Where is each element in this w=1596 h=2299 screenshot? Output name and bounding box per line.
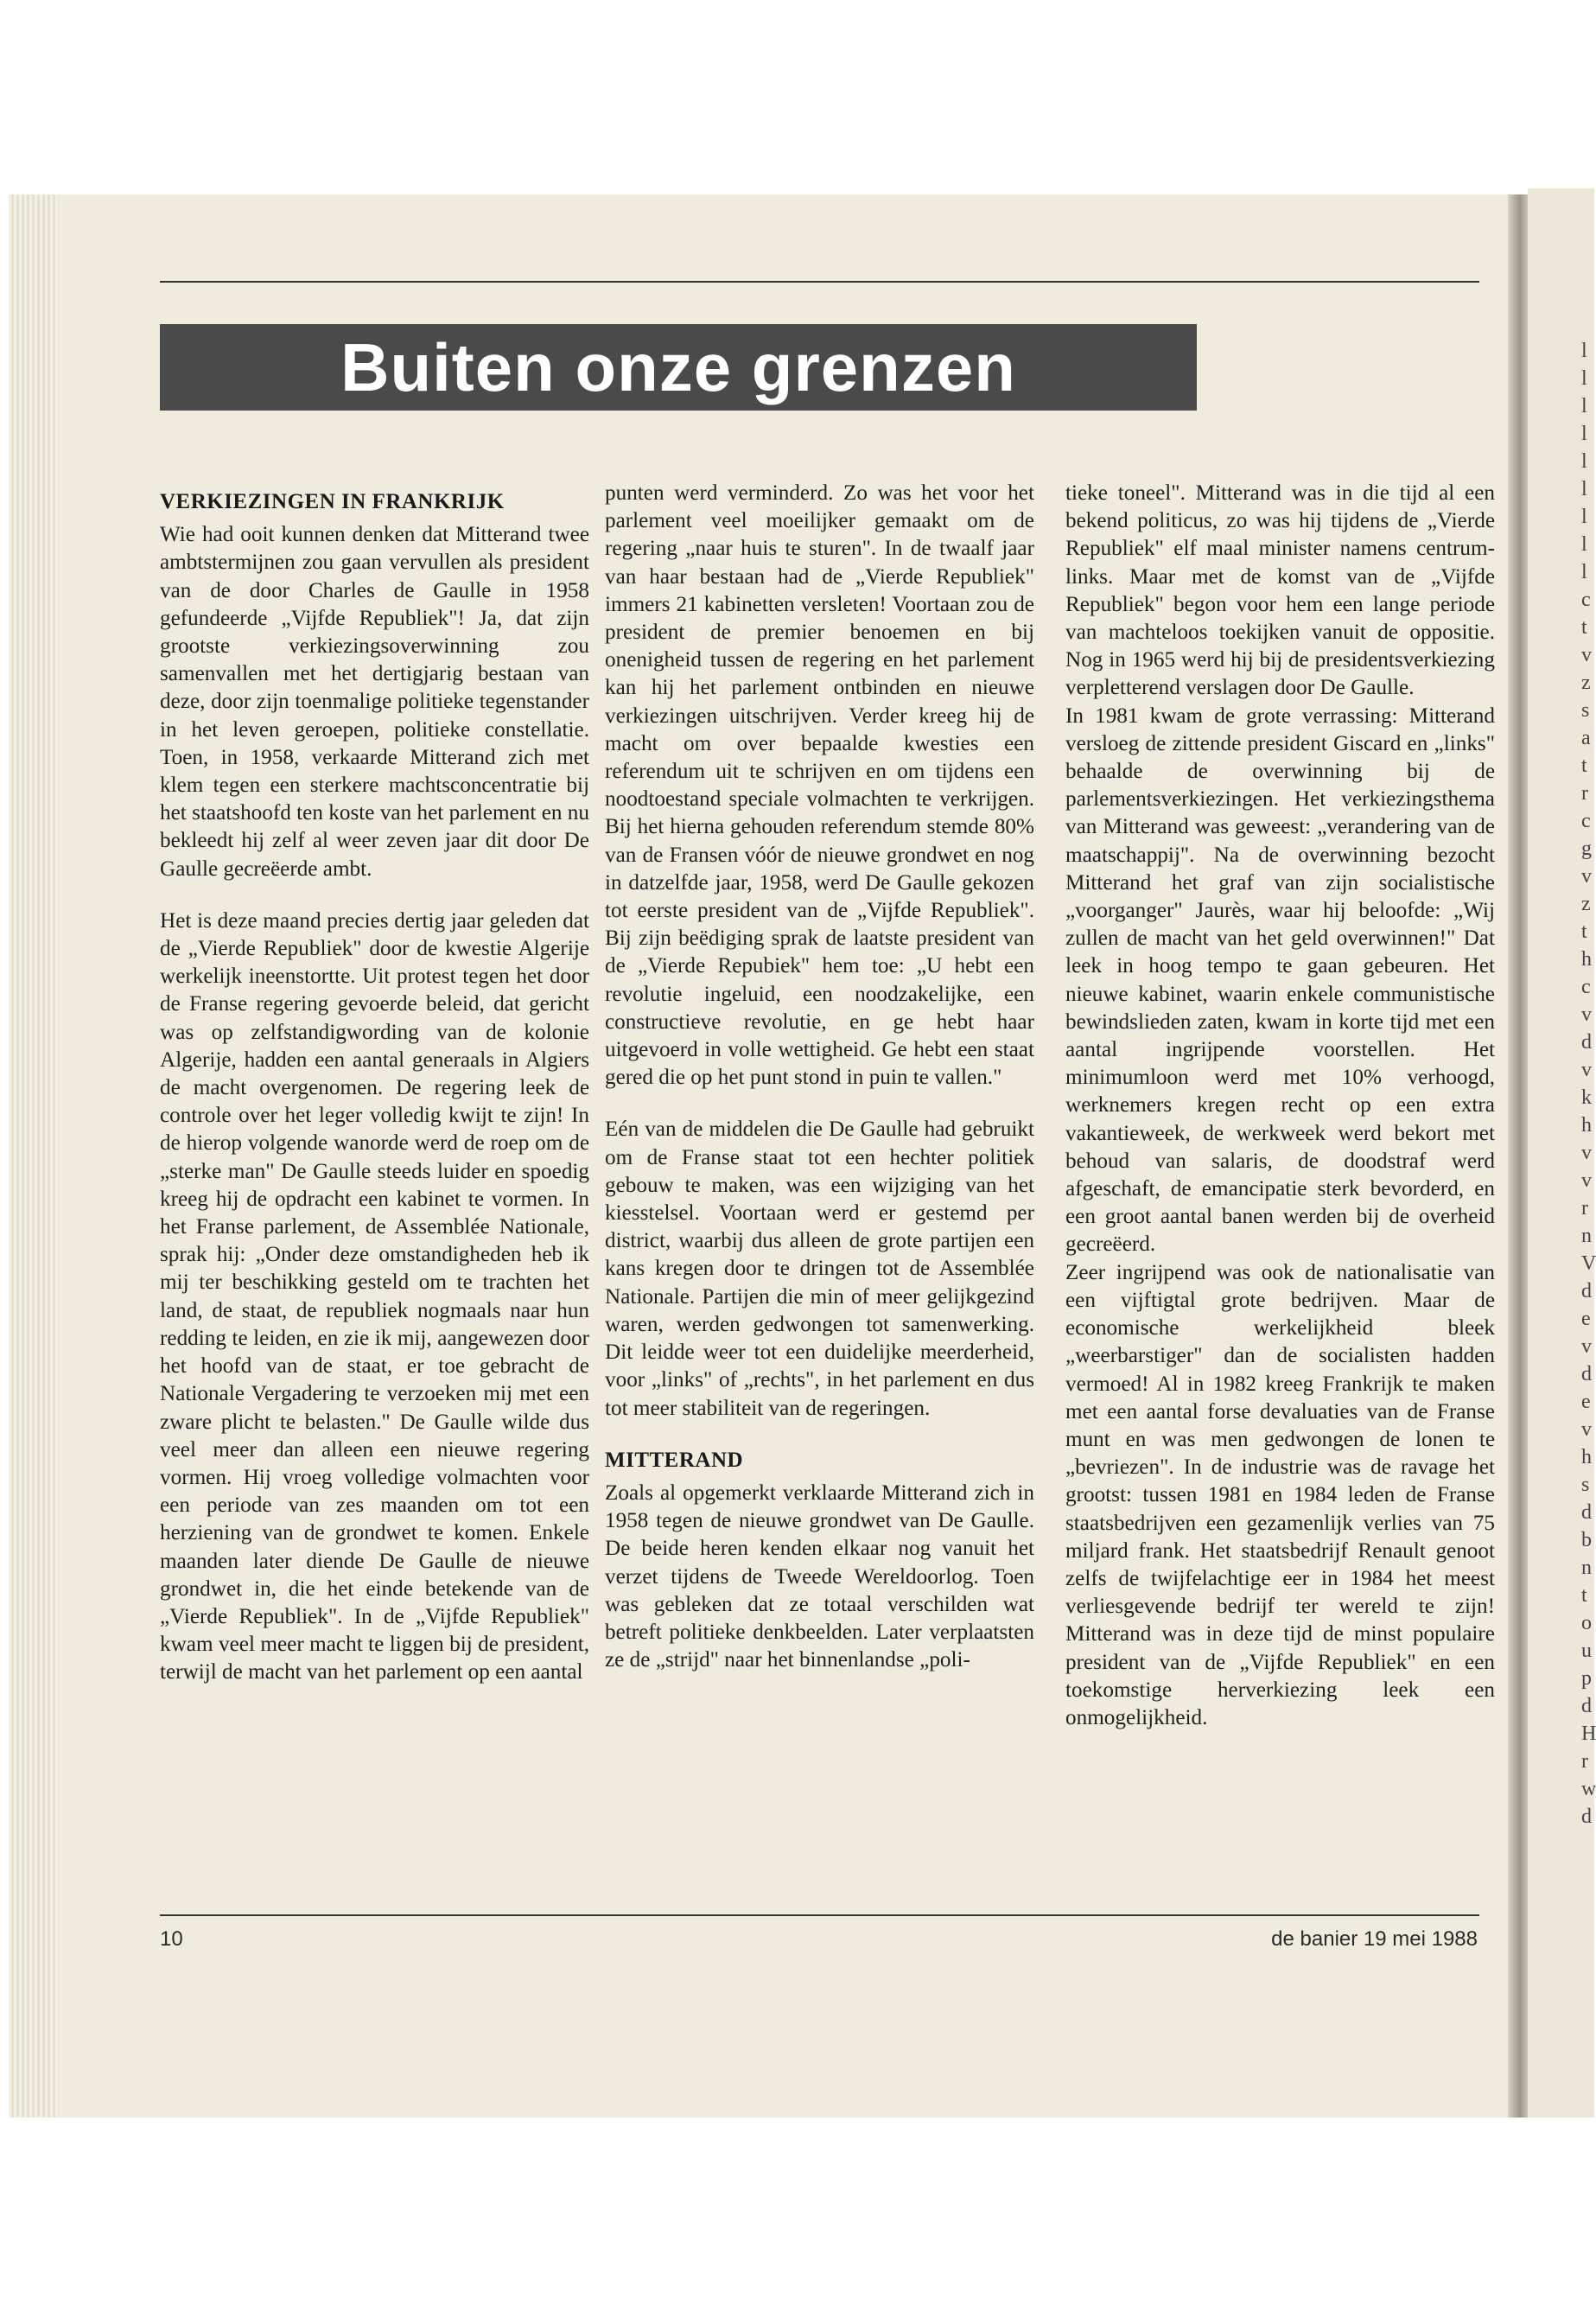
article-column-3	[1065, 480, 1495, 1906]
page-number: 10	[160, 1927, 183, 1951]
gutter-shadow	[1508, 194, 1528, 2118]
article-column-1	[160, 480, 589, 1906]
section-title: Buiten onze grenzen	[340, 328, 1016, 405]
paragraph: In 1981 kwam de grote verrassing: Mitterand versloeg de zittende president Giscard en „links" behaalde de overwinning bij de parlementsverkiezingen. Het verkiezingsthema van Mitterand was geweest: „verandering van de maatschappij". Na de overwinning bezocht Mitterand het graf van zijn socialistische „voorganger" Jaurès, waar hij beloofde: „Wij zullen de macht van het geld overwinnen!" Dat leek in hoog tempo te gaan gebeuren. Het nieuwe kabinet, waarin enkele communistische bewindslieden zaten, kwam in korte tijd met een aantal ingrijpende voorstellen. Het minimumloon werd met 10% verhoogd, werknemers kregen recht op een extra vakantieweek, de werkweek werd bekort met behoud van salaris, de doodstraf werd afgeschaft, de emancipatie sterk bevorderd, en een groot aantal banen werden bij de overheid gecreëerd.	[1065, 704, 1495, 1257]
article-heading: VERKIEZINGEN IN FRANKRIJK	[160, 490, 505, 513]
paragraph: Eén van de middelen die De Gaulle had gebruikt om de Franse staat tot een hechter politiek gebouw te maken, was een wijziging van het kiesstelsel. Voortaan werd er gestemd per district, waarbij dus alleen de grote partijen een kans kregen door te dringen tot de Assemblée Nationale. Partijen die min of meer gelijkgezind waren, werden gedwongen tot samenwerking. Dit leidde weer tot een duidelijke meerderheid, voor „links" of „rechts", in het parlement en dus tot meer stabiliteit van de regeringen.	[605, 1118, 1034, 1420]
paragraph: Wie had ooit kunnen denken dat Mitterand twee ambtstermijnen zou gaan vervullen als president van de door Charles de Gaulle in 1958 gefundeerde „Vijfde Republiek"! Ja, dat zijn grootste verkiezingsoverwinning zou samenvallen met het dertigjarig bestaan van deze, door zijn toenmalige politieke tegenstander in het leven geroepen, politieke constellatie. Toen, in 1958, verkaarde Mitterand zich met klem tegen een sterkere machtsconcentratie bij het staatshoofd ten koste van het parlement en nu bekleedt hij zelf al weer zeven jaar dit door De Gaulle gecreëerde ambt.	[160, 523, 589, 881]
paragraph: Zoals al opgemerkt verklaarde Mitterand zich in 1958 tegen de nieuwe grondwet van De Gaulle. De beide heren kenden elkaar nog vanuit het verzet tijdens de Tweede Wereldoorlog. Toen was gebleken dat ze totaal verschilden wat betreft politieke denkbeelden. Later verplaatsten ze de „strijd" naar het binnenlandse „poli-	[605, 1481, 1034, 1672]
section-banner	[160, 324, 1197, 411]
page-binding-edge	[9, 194, 59, 2118]
next-page-margin-letters: l l l l l l l l l c t v z s a t r c g v z t h c v d v k h v v r n V d e v d e v h s d b n t o u p d H r w d	[1581, 340, 1596, 1828]
paragraph: tieke toneel". Mitterand was in die tijd al een bekend politicus, zo was hij tijdens de „Vierde Republiek" elf maal minister namens centrum-links. Maar met de komst van de „Vijfde Republiek" begon voor hem een lange periode van machteloos toekijken vanuit de oppositie. Nog in 1965 werd hij bij de presidentsverkiezing verpletterend verslagen door De Gaulle.	[1065, 481, 1495, 700]
bottom-rule	[160, 1914, 1479, 1916]
paragraph: Zeer ingrijpend was ook de nationalisatie van een vijftigtal grote bedrijven. Maar de economische werkelijkheid bleek „weerbarstiger" dan de socialisten hadden vermoed! Al in 1982 kreeg Frankrijk te maken met een aantal forse devaluaties van de Franse munt en was men gedwongen de lonen te „bevriezen". In de industrie was de ravage het grootst: tussen 1981 en 1984 leden de Franse staatsbedrijven een gezamenlijk verlies van 75 miljard frank. Het staatsbedrijf Renault genoot zelfs de twijfelachtige eer in 1984 het meest verliesgevende bedrijf ter wereld te zijn! Mitterand was in deze tijd de minst populaire president van de „Vijfde Republiek" en een toekomstige herverkiezing leek een onmogelijkheid.	[1065, 1260, 1495, 1729]
paragraph: Het is deze maand precies dertig jaar geleden dat de „Vierde Republiek" door de kwestie Algerije werkelijk ineenstortte. Uit protest tegen het door de Franse regering gevoerde beleid, dat gericht was op zelfstandigwording van de kolonie Algerije, hadden een aantal generaals in Algiers de macht overgenomen. De regering leek de controle over het leger volledig kwijt te zijn! In de hierop volgende wanorde werd de roep om de „sterke man" De Gaulle steeds luider en spoedig kreeg hij de opdracht een kabinet te vormen. In het Franse parlement, de Assemblée Nationale, sprak hij: „Onder deze omstandigheden heb ik mij ter beschikking gesteld om te trachten het land, de staat, de republiek nogmaals naar hun redding te leiden, en zie ik mij, aangewezen door het hoofd van de staat, er toe gebracht de Nationale Vergadering te verzoeken mij met een zware plicht te belasten." De Gaulle wilde dus veel meer dan alleen een nieuwe regering vormen. Hij vroeg volledige volmachten voor een periode van zes maanden om tot een herziening van de grondwet te komen. Enkele maanden later diende De Gaulle de nieuwe grondwet in, die het einde betekende van de „Vierde Republiek". In de „Vijfde Republiek" kwam veel meer macht te liggen bij de president, terwijl de macht van het parlement op een aantal	[160, 908, 589, 1684]
subheading: MITTERAND	[605, 1448, 744, 1472]
paragraph: punten werd verminderd. Zo was het voor het parlement veel moeilijker gemaakt om de regering „naar huis te sturen". In de twaalf jaar van haar bestaan had de „Vierde Republiek" immers 21 kabinetten versleten! Voortaan zou de president de premier benoemen en bij onenigheid tussen de regering en het parlement kan hij het parlement ontbinden en nieuwe verkiezingen uitschrijven. Verder kreeg hij de macht om over bepaalde kwesties een referendum uit te schrijven en om tijdens een noodtoestand speciale volmachten te verkrijgen. Bij het hierna gehouden referendum stemde 80% van de Fransen vóór de nieuwe grondwet en nog in datzelfde jaar, 1958, werd De Gaulle gekozen tot eerste president van de „Vijfde Republiek". Bij zijn beëdiging sprak de laatste president van de „Vierde Repubiek" hem toe: „U hebt een revolutie ingeluid, een noodzakelijke, een constructieve revolutie, en ge hebt haar uitgevoerd in volle wettigheid. Ge hebt een staat gered die op het punt stond in puin te vallen."	[605, 481, 1034, 1090]
top-rule	[160, 281, 1479, 283]
article-column-2	[605, 480, 1034, 1906]
publication-info: de banier 19 mei 1988	[1271, 1927, 1478, 1951]
